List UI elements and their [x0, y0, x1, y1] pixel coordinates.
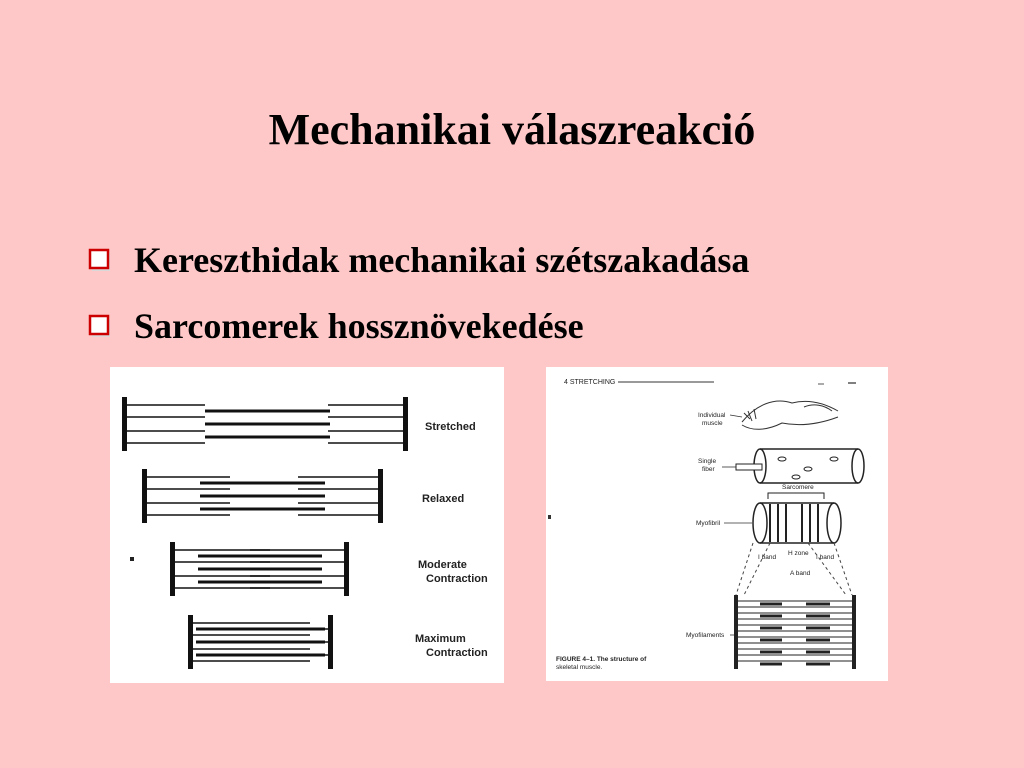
label-muscle: muscle	[702, 420, 723, 427]
muscle-structure-figure	[546, 367, 888, 681]
label-fiber: fiber	[702, 466, 715, 473]
slide-title: Mechanikai válaszreakció	[268, 105, 756, 154]
label-i-band-left: I band	[758, 554, 777, 561]
sarcomere-states-figure	[110, 367, 504, 683]
label-individual: Individual	[698, 412, 726, 419]
sarcomere-stretched-diagram	[122, 397, 408, 451]
figure-caption-line1: FIGURE 4–1. The structure of	[556, 656, 647, 663]
label-sarcomere: Sarcomere	[782, 484, 814, 491]
label-myofibril: Myofibril	[696, 520, 721, 527]
sarcomere-relaxed-diagram	[142, 469, 383, 523]
sarcomere-maximum-contraction-diagram	[188, 615, 333, 669]
arm-muscle-sketch	[742, 401, 838, 429]
label-relaxed: Relaxed	[422, 493, 465, 505]
myofibril-cylinder	[753, 493, 841, 543]
figure-caption-line2: skeletal muscle.	[556, 664, 603, 671]
sarcomere-moderate-contraction-diagram	[170, 542, 349, 596]
hollow-square-checkbox-icon	[88, 311, 118, 341]
bullet-item	[88, 232, 749, 288]
bullet-item	[88, 298, 749, 354]
label-maximum: Maximum	[415, 633, 466, 645]
myofilaments-diagram	[734, 595, 856, 669]
hollow-square-checkbox-icon	[88, 245, 118, 275]
single-fiber-cylinder	[736, 449, 864, 483]
bullet-text: Kereszthidak mechanikai szétszakadása	[134, 240, 750, 280]
label-contraction: Contraction	[426, 647, 488, 659]
label-i-band-right: I band	[816, 554, 835, 561]
label-myofilaments: Myofilaments	[686, 632, 725, 639]
label-single: Single	[698, 458, 717, 465]
label-contraction: Contraction	[426, 573, 488, 585]
label-stretched: Stretched	[425, 421, 476, 433]
figure-header: 4 STRETCHING	[564, 379, 616, 386]
label-a-band: A band	[790, 570, 811, 577]
bullet-list	[88, 232, 749, 364]
bullet-text: Sarcomerek hossznövekedése	[134, 306, 584, 346]
label-moderate: Moderate	[418, 559, 467, 571]
label-h-zone: H zone	[788, 550, 809, 557]
